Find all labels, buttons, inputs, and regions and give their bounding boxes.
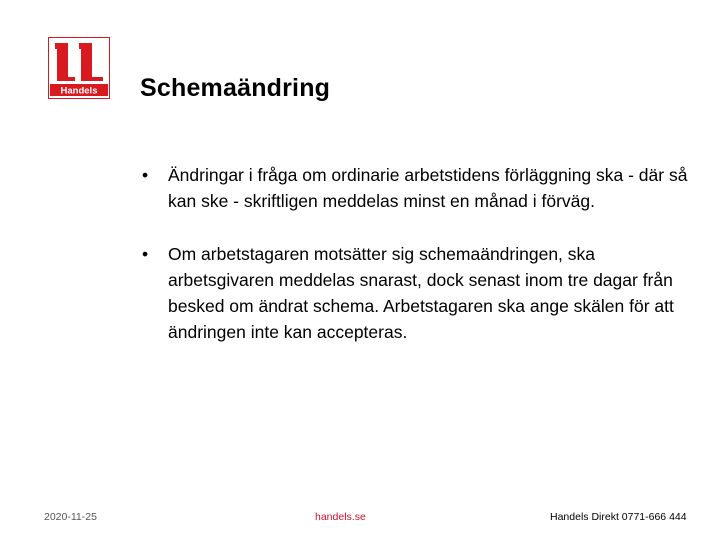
logo-text: Handels bbox=[60, 85, 98, 97]
bullet-text: Om arbetstagaren motsätter sig schemaändringen, ska arbetsgivaren meddelas snarast, dock senast inom tre dagar från besked om ändrat schema. Arbetstagaren ska ange skälen för att ändringen inte kan accepteras. bbox=[168, 244, 674, 342]
bullet-item bbox=[140, 241, 690, 345]
bullet-marker: • bbox=[142, 244, 149, 264]
bullet-text: Ändringar i fråga om ordinarie arbetstidens förläggning ska - där så kan ske - skriftligen meddelas minst en månad i förväg. bbox=[168, 165, 688, 211]
footer-phone: Handels Direkt 0771-666 444 bbox=[550, 511, 687, 523]
slide-content bbox=[140, 162, 690, 372]
bullet-marker: • bbox=[142, 165, 149, 185]
slide-title: Schemaändring bbox=[140, 74, 331, 102]
footer-website-link[interactable]: handels.se bbox=[315, 511, 366, 523]
handels-logo bbox=[48, 37, 110, 99]
bullet-item bbox=[140, 162, 690, 214]
footer-date: 2020-11-25 bbox=[44, 511, 97, 523]
